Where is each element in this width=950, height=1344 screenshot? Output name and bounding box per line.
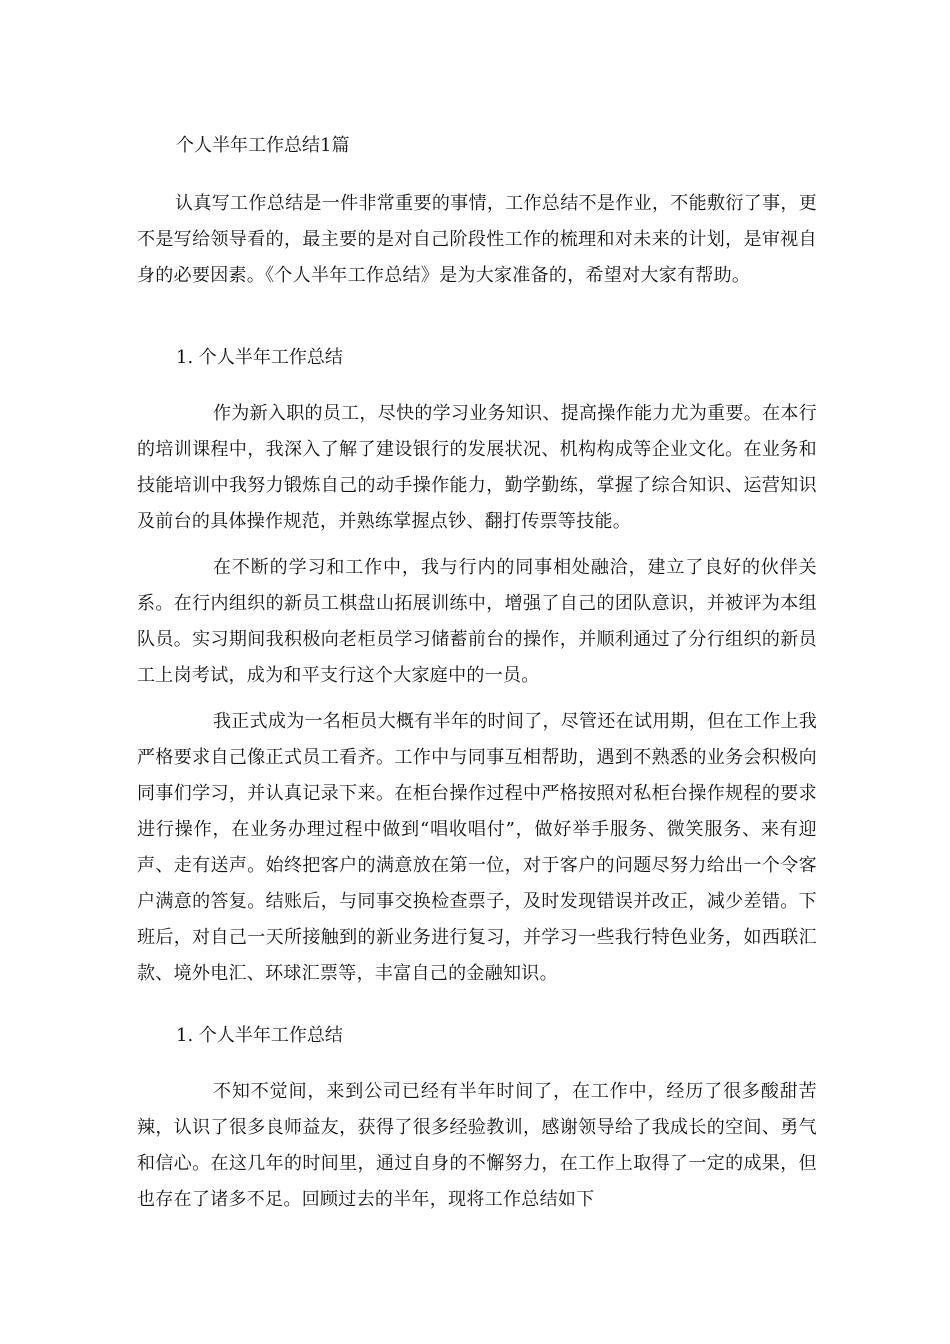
- intro-paragraph: 认真写工作总结是一件非常重要的事情，工作总结不是作业，不能敷衍了事，更不是写给领导看的，最主要的是对自己阶段性工作的梳理和对未来的计划，是审视自身的必要因素。《个人半年工作总结》是为大家准备的，希望对大家有帮助。: [137, 193, 817, 286]
- document-title: 个人半年工作总结1篇: [176, 135, 350, 156]
- section-heading: 1. 个人半年工作总结: [176, 1025, 343, 1046]
- body-paragraph: 不知不觉间，来到公司已经有半年时间了，在工作中，经历了很多酸甜苦辣，认识了很多良师益友，获得了很多经验教训，感谢领导给了我成长的空间、勇气和信心。在这几年的时间里，通过自身的不懈努力，在工作上取得了一定的成果，但也存在了诸多不足。回顾过去的半年，现将工作总结如下: [137, 1081, 817, 1210]
- body-paragraph: 在不断的学习和工作中，我与行内的同事相处融洽，建立了良好的伙伴关系。在行内组织的新员工棋盘山拓展训练中，增强了自己的团队意识，并被评为本组队员。实习期间我积极向老柜员学习储蓄前台的操作，并顺利通过了分行组织的新员工上岗考试，成为和平支行这个大家庭中的一员。: [137, 557, 817, 686]
- section-heading: 1. 个人半年工作总结: [176, 347, 343, 368]
- body-paragraph: 作为新入职的员工，尽快的学习业务知识、提高操作能力尤为重要。在本行的培训课程中，我深入了解了建设银行的发展状况、机构构成等企业文化。在业务和技能培训中我努力锻炼自己的动手操作能力，勤学勤练，掌握了综合知识、运营知识及前台的具体操作规范，并熟练掌握点钞、翻打传票等技能。: [137, 403, 817, 532]
- body-paragraph: 我正式成为一名柜员大概有半年的时间了，尽管还在试用期，但在工作上我严格要求自己像正式员工看齐。工作中与同事互相帮助，遇到不熟悉的业务会积极向同事们学习，并认真记录下来。在柜台操作过程中严格按照对私柜台操作规程的要求进行操作，在业务办理过程中做到“唱收唱付”，做好举手服务、微笑服务、来有迎声、走有送声。始终把客户的满意放在第一位，对于客户的问题尽努力给出一个令客户满意的答复。结账后，与同事交换检查票子，及时发现错误并改正，减少差错。下班后，对自己一天所接触到的新业务进行复习，并学习一些我行特色业务，如西联汇款、境外电汇、环球汇票等，丰富自己的金融知识。: [137, 711, 817, 984]
